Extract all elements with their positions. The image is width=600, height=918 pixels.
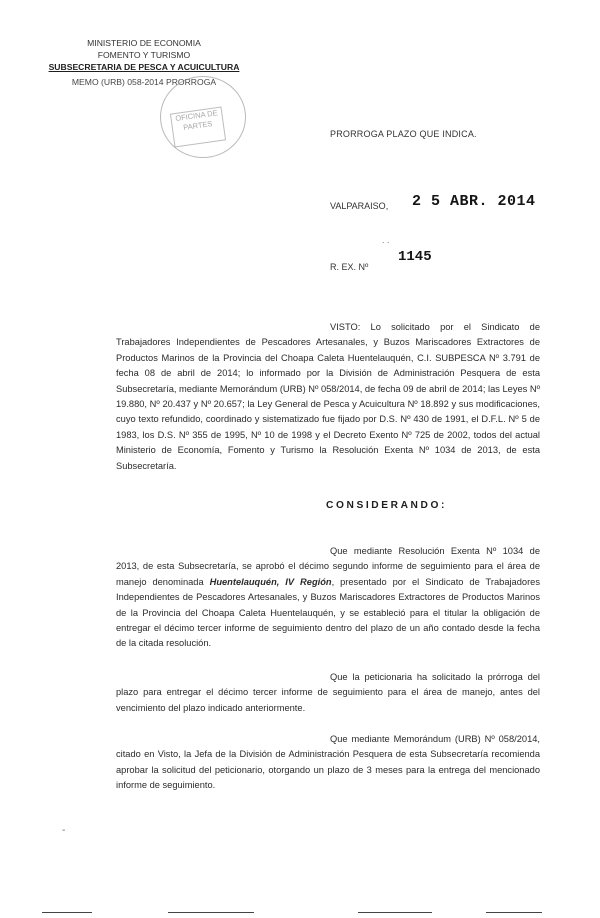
margin-mark: -: [62, 825, 66, 836]
visto-paragraph: VISTO: Lo solicitado por el Sindicato de Trabajadores Independientes de Pescadores Artesanales, y Buzos Mariscadores Extractores de Productos Marinos de la Provincia del Choapa Caleta Huentelauquén, C.I. SUBPESCA Nº 3.791 de fecha 08 de abril de 2014; lo informado por la División de Administración Pesquera de esta Subsecretaría, mediante Memorándum (URB) Nº 058/2014, de fecha 09 de abril de 2014; las Leyes Nº 19.880, Nº 20.437 y Nº 20.657; la Ley General de Pesca y Acuicultura Nº 18.892 y sus modificaciones, cuyo texto refundido, coordinado y sistematizado fue fijado por D.S. Nº 430 de 1991, el D.F.L. Nº 5 de 1983, los D.S. Nº 355 de 1995, Nº 10 de 1998 y el Decreto Exento Nº 725 de 2002, todos del actual Ministerio de Economía, Fomento y Turismo la Resolución Exenta Nº 1034 de 2013, de esta Subsecretaría.: [116, 322, 540, 471]
document-subject: PRORROGA PLAZO QUE INDICA.: [330, 129, 477, 139]
area-name: Huentelauquén, IV Región: [209, 576, 332, 587]
considerando-heading: CONSIDERANDO:: [326, 500, 447, 511]
ministry-name: MINISTERIO DE ECONOMIA: [87, 38, 201, 48]
place-label: VALPARAISO,: [330, 201, 389, 211]
subsecretaria-name: SUBSECRETARIA DE PESCA Y ACUICULTURA: [48, 62, 240, 72]
resolution-dots: . .: [382, 235, 390, 245]
footer-rule: [42, 912, 92, 913]
resolution-label: R. EX. Nº: [330, 262, 369, 272]
ministry-subtitle: FOMENTO Y TURISMO: [97, 50, 191, 60]
resolution-number: 1145: [398, 249, 432, 265]
considerando-paragraph-2: Que la peticionaria ha solicitado la prórroga del plazo para entregar el décimo tercer informe de seguimiento para el área de manejo, antes del vencimiento del plazo indicado anteriormente.: [116, 672, 540, 713]
stamp-text: OFICINA DE PARTES: [174, 108, 219, 133]
considerando-paragraph-1: [116, 544, 540, 652]
office-stamp-box: [170, 107, 226, 148]
considerando-p1-after: , presentado por el Sindicato de Trabajadores Independientes de Pescadores Artesanales, y Buzos Mariscadores Extractores de Productos Marinos de la Provincia del Choapa Caleta Huentelauquén, y se estableció para el titular la obligación de entregar el décimo tercer informe de seguimiento dentro del plazo de un año contado desde la fecha de la citada resolución.: [116, 576, 540, 649]
footer-rule: [358, 912, 432, 913]
considerando-paragraph-3: Que mediante Memorándum (URB) Nº 058/2014, citado en Visto, la Jefa de la División de Administración Pesquera de esta Subsecretaría recomienda aprobar la solicitud del peticionario, otorgando un plazo de 3 meses para la entrega del mencionado informe de seguimiento.: [116, 734, 540, 791]
footer-rule: [486, 912, 542, 913]
considerando-p1-before: Que mediante Resolución Exenta Nº 1034 de 2013, de esta Subsecretaría, se aprobó el décimo segundo informe de seguimiento para el área de manejo denominada: [116, 546, 540, 587]
footer-rule: [168, 912, 254, 913]
document-date: 2 5 ABR. 2014: [412, 193, 536, 210]
memo-reference: MEMO (URB) 058-2014 PRORROGA: [71, 77, 217, 87]
